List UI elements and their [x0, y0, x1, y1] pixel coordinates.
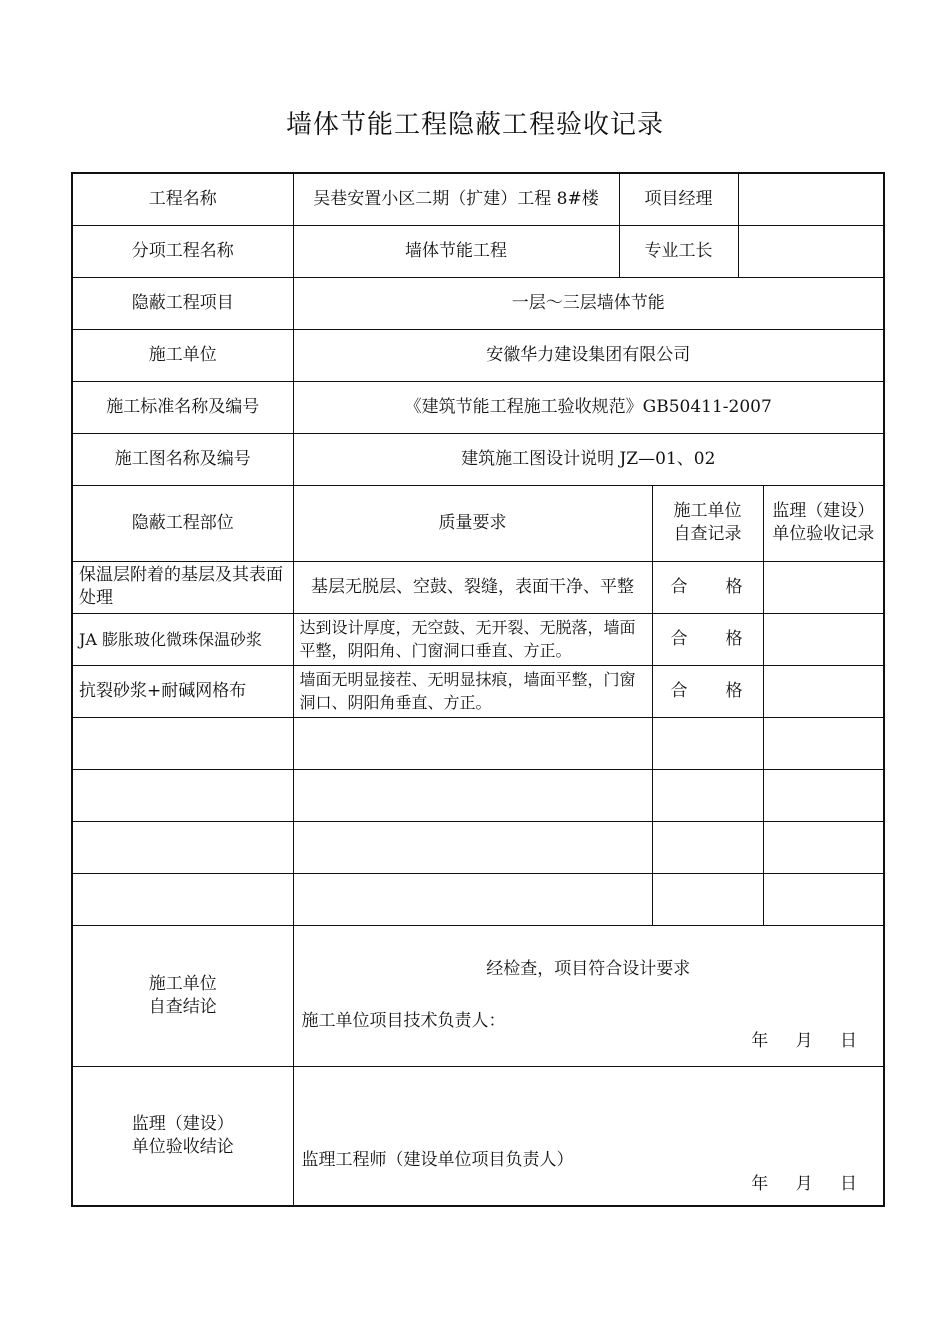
foreman-label: 专业工长	[619, 225, 738, 277]
supervision-conclusion-signer: 监理工程师（建设单位项目负责人）	[301, 1149, 574, 1170]
date-month: 月	[795, 1173, 813, 1194]
empty-row	[72, 717, 884, 769]
foreman-value	[738, 225, 884, 277]
hidden-item-label: 隐蔽工程项目	[72, 277, 293, 329]
row-supervision	[763, 561, 884, 613]
result-text-a: 合	[670, 576, 688, 597]
row-quality: 达到设计厚度，无空鼓、无开裂、无脱落，墙面平整，阴阳角、门窗洞口垂直、方正。	[293, 613, 652, 665]
supervision-conclusion-label-line2: 单位验收结论	[131, 1136, 234, 1157]
standard-label: 施工标准名称及编号	[72, 381, 293, 433]
row-drawing	[72, 433, 884, 485]
supervision-conclusion-date	[729, 1173, 857, 1196]
row-hidden-item	[72, 277, 884, 329]
hidden-item-value: 一层～三层墙体节能	[293, 277, 884, 329]
column-self-check-line1: 施工单位	[673, 501, 742, 521]
table-row	[72, 665, 884, 717]
standard-value: 《建筑节能工程施工验收规范》GB50411-2007	[293, 381, 884, 433]
sub-project-value: 墙体节能工程	[293, 225, 619, 277]
date-year: 年	[751, 1173, 769, 1194]
self-conclusion-signer: 施工单位项目技术负责人：	[301, 1010, 506, 1031]
project-name-value: 吴巷安置小区二期（扩建）工程 8#楼	[293, 173, 619, 225]
self-conclusion-label-line2: 自查结论	[148, 996, 217, 1017]
project-name-label: 工程名称	[72, 173, 293, 225]
supervision-conclusion-label	[72, 1066, 293, 1206]
row-part: JA 膨胀玻化微珠保温砂浆	[72, 613, 293, 665]
drawing-value: 建筑施工图设计说明 JZ—01、02	[293, 433, 884, 485]
row-self-conclusion	[72, 925, 884, 1066]
date-day: 日	[840, 1173, 857, 1194]
column-quality: 质量要求	[293, 485, 652, 561]
column-self-check	[652, 485, 763, 561]
date-month: 月	[795, 1030, 813, 1051]
row-part: 抗裂砂浆+耐碱网格布	[72, 665, 293, 717]
sub-project-label: 分项工程名称	[72, 225, 293, 277]
row-sub-project	[72, 225, 884, 277]
self-conclusion-statement: 经检查，项目符合设计要求	[486, 958, 691, 979]
row-quality: 基层无脱层、空鼓、裂缝，表面干净、平整	[293, 561, 652, 613]
row-supervision-conclusion	[72, 1066, 884, 1206]
project-manager-label: 项目经理	[619, 173, 738, 225]
self-conclusion-label	[72, 925, 293, 1066]
row-standard	[72, 381, 884, 433]
contractor-label: 施工单位	[72, 329, 293, 381]
supervision-conclusion-label-line1: 监理（建设）	[131, 1113, 234, 1134]
row-contractor	[72, 329, 884, 381]
date-year: 年	[751, 1030, 769, 1051]
result-text-b: 格	[725, 680, 743, 701]
self-conclusion-label-line1: 施工单位	[148, 973, 217, 994]
empty-row	[72, 821, 884, 873]
result-text-a: 合	[670, 628, 688, 649]
row-self-check	[652, 561, 763, 613]
drawing-label: 施工图名称及编号	[72, 433, 293, 485]
row-supervision	[763, 613, 884, 665]
table-row	[72, 561, 884, 613]
result-text-a: 合	[670, 680, 688, 701]
result-text-b: 格	[725, 628, 743, 649]
row-supervision	[763, 665, 884, 717]
row-project-name	[72, 173, 884, 225]
column-supervision: 监理（建设）单位验收记录	[763, 485, 884, 561]
row-self-check	[652, 613, 763, 665]
empty-row	[72, 873, 884, 925]
supervision-conclusion-content	[293, 1066, 884, 1206]
contractor-value: 安徽华力建设集团有限公司	[293, 329, 884, 381]
self-conclusion-content	[293, 925, 884, 1066]
column-self-check-line2: 自查记录	[673, 524, 742, 544]
table-row	[72, 613, 884, 665]
row-quality: 墙面无明显接茬、无明显抹痕，墙面平整，门窗洞口、阴阳角垂直、方正。	[293, 665, 652, 717]
project-manager-value	[738, 173, 884, 225]
acceptance-record-table	[71, 172, 885, 1207]
row-self-check	[652, 665, 763, 717]
empty-row	[72, 769, 884, 821]
row-column-headers	[72, 485, 884, 561]
column-part: 隐蔽工程部位	[72, 485, 293, 561]
result-text-b: 格	[725, 576, 743, 597]
date-day: 日	[840, 1030, 857, 1051]
self-conclusion-date	[729, 1030, 857, 1053]
document-title: 墙体节能工程隐蔽工程验收记录	[285, 110, 664, 140]
row-part: 保温层附着的基层及其表面处理	[72, 561, 293, 613]
